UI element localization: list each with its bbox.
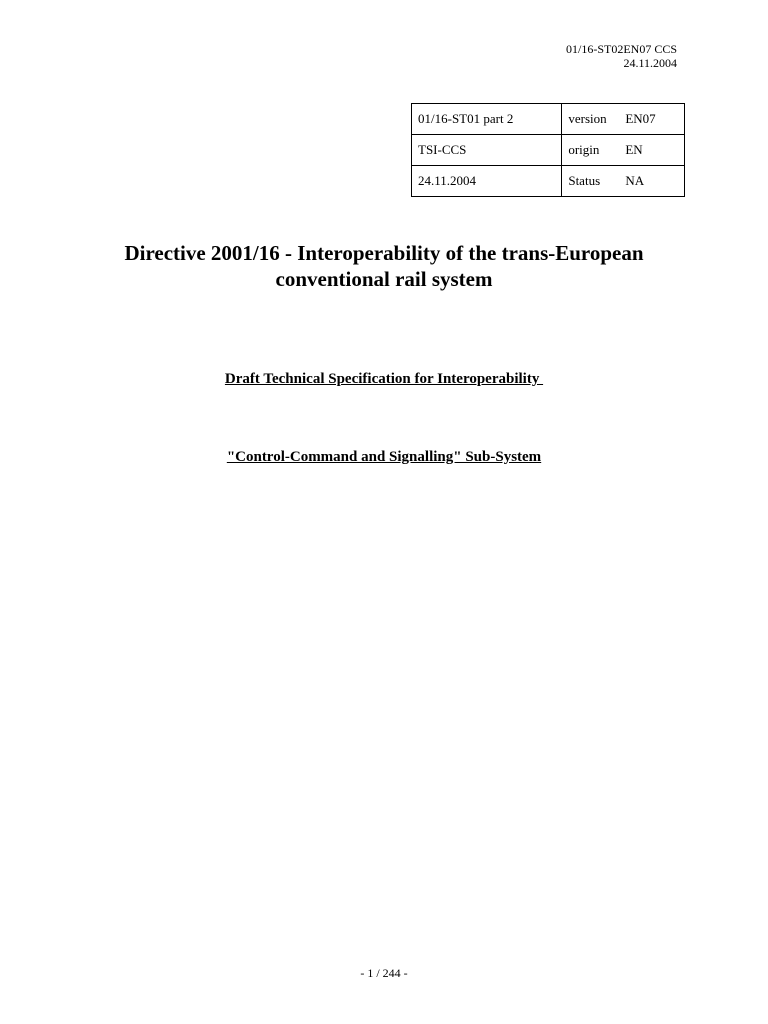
document-ref-date: 24.11.2004 [623, 56, 677, 70]
title-line-1: Directive 2001/16 - Interoperability of the trans-European [124, 241, 644, 265]
version-cell [562, 104, 685, 135]
date-cell: 24.11.2004 [412, 166, 562, 197]
table-row [412, 135, 685, 166]
status-label: Status [568, 173, 601, 188]
tsi-cell: TSI-CCS [412, 135, 562, 166]
status-cell [562, 166, 685, 197]
title-line-2: conventional rail system [275, 267, 493, 291]
subsystem-subtitle-text: "Control-Command and Signalling" Sub-System [226, 449, 542, 465]
page-number: - 1 / 244 - [360, 966, 408, 980]
origin-cell [562, 135, 685, 166]
document-reference [566, 42, 677, 70]
version-label: version [568, 111, 607, 126]
version-value: EN07 [625, 111, 656, 126]
origin-label: origin [568, 142, 600, 157]
origin-value: EN [625, 142, 643, 157]
table-row [412, 104, 685, 135]
document-title [0, 240, 768, 292]
metadata-table [411, 103, 685, 197]
spec-subtitle-text: Draft Technical Specification for Interoperability [224, 371, 544, 387]
spec-subtitle [0, 371, 768, 388]
status-value: NA [625, 173, 645, 188]
doc-id-cell: 01/16-ST01 part 2 [412, 104, 562, 135]
document-ref-code: 01/16-ST02EN07 CCS [565, 42, 677, 56]
table-row [412, 166, 685, 197]
subsystem-subtitle [0, 449, 768, 466]
